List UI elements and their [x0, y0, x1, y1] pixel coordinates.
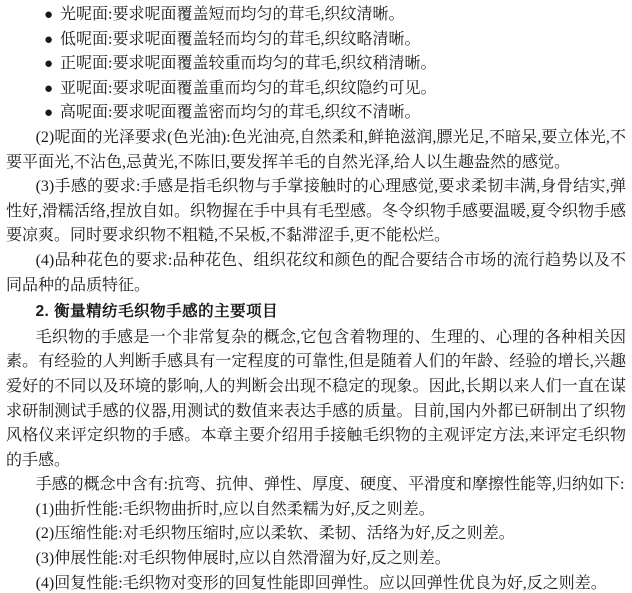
- bullet-text: 高呢面:要求呢面覆盖密而均匀的茸毛,织纹不清晰。: [60, 104, 421, 122]
- section-heading: 2. 衡量精纺毛织物手感的主要项目: [35, 303, 279, 321]
- bullet-icon: ●: [44, 80, 54, 97]
- nap-surface-bullet-list: [6, 3, 626, 126]
- bullet-text: 亚呢面:要求呢面覆盖重而均匀的茸毛,织纹隐约可见。: [60, 79, 437, 97]
- bullet-item-gao: [44, 101, 626, 126]
- bullet-text: 低呢面:要求呢面覆盖轻而均匀的茸毛,织纹略清晰。: [60, 30, 421, 48]
- hand-feel-concepts-paragraph: 手感的概念中含有:抗弯、抗伸、弹性、厚度、硬度、平滑度和摩擦性能等,归纳如下:: [35, 476, 625, 494]
- bullet-item-guang: [44, 3, 626, 28]
- bullet-item-zheng: [44, 52, 626, 77]
- list-item-extension: (3)伸展性能:对毛织物伸展时,应以自然滑溜为好,反之则差。: [35, 550, 451, 568]
- bullet-text: 正呢面:要求呢面覆盖较重而均匀的茸毛,织纹稍清晰。: [60, 55, 437, 73]
- bullet-text: 光呢面:要求呢面覆盖短而均匀的茸毛,织纹清晰。: [60, 6, 405, 23]
- bullet-icon: ●: [44, 7, 54, 23]
- bullet-icon: ●: [44, 105, 54, 122]
- paragraph-hand-feel-requirement: (3)手感的要求:手感是指毛织物与手掌接触时的心理感觉,要求柔韧丰满,身骨结实,弹性好,滑糯活络,捏放自如。织物握在手中具有毛型感。冬令织物手感要温暖,夏令织物手感要凉爽。同时要求织物不粗糙,不呆板,不黏滞涩手,更不能松烂。: [6, 178, 627, 245]
- list-item-bending: (1)曲折性能:毛织物曲折时,应以自然柔糯为好,反之则差。: [35, 500, 435, 518]
- list-item-recovery: (4)回复性能:毛织物对变形的回复性能即回弹性。应以回弹性优良为好,反之则差。: [35, 574, 607, 592]
- bullet-icon: ●: [44, 31, 54, 48]
- paragraph-variety-requirement: (4)品种花色的要求:品种花色、组织花纹和颜色的配合要结合市场的流行趋势以及不同品种的品质特征。: [6, 251, 626, 294]
- section-intro-paragraph: 毛织物的手感是一个非常复杂的概念,它包含着物理的、生理的、心理的各种相关因素。有经验的人判断手感具有一定程度的可靠性,但是随着人们的年龄、经验的增长,兴趣爱好的不同以及环境的影响,人的判断会出现不稳定的现象。因此,长期以来人们一直在谋求研制测试手感的仪器,用测试的数值来表达手感的质量。目前,国内外都已研制出了织物风格仪来评定织物的手感。本章主要介绍用手接触毛织物的主观评定方法,来评定毛织物的手感。: [6, 328, 626, 469]
- bullet-icon: ●: [44, 56, 54, 73]
- bullet-item-di: [44, 28, 626, 53]
- paragraph-luster-requirement: (2)呢面的光泽要求(色光油):色光油亮,自然柔和,鲜艳滋润,膘光足,不暗呆,要立体光,不要平面光,不沾色,忌黄光,不陈旧,要发挥羊毛的自然光泽,给人以生趣盎然的感觉。: [6, 128, 626, 171]
- bullet-item-ya: [44, 77, 626, 102]
- list-item-compression: (2)压缩性能:对毛织物压缩时,应以柔软、柔韧、活络为好,反之则差。: [35, 525, 515, 543]
